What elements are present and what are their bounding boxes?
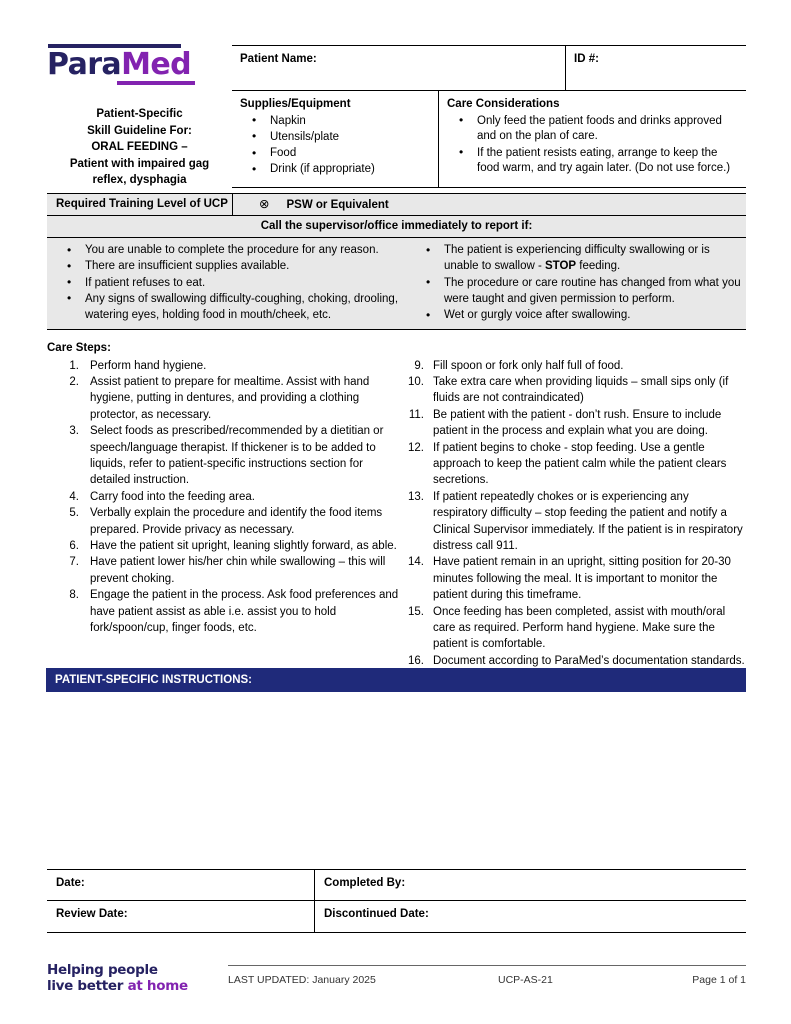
review-date-label: Review Date: [56,908,128,920]
patient-id-label: ID #: [574,53,599,65]
list-item: • Napkin [240,114,434,130]
list-item [400,407,746,440]
title-line-1: Patient-Specific [96,108,183,120]
circled-x-icon: ⊗ [259,197,270,212]
list-item [47,423,399,489]
step-number: 3. [69,425,79,438]
step-text: Perform hand hygiene. [90,359,207,372]
step-text: Document according to ParaMed’s documentation standards. [433,654,745,667]
list-item [400,374,746,407]
paramed-logo [47,44,197,85]
care-considerations-heading: Care Considerations [447,98,560,110]
required-training-label: Required Training Level of UCP [47,194,233,216]
footer-doc-code: UCP-AS-21 [498,974,553,986]
tagline-line-2-purple: at home [127,978,188,994]
footer-divider [228,965,746,966]
care-steps-heading: Care Steps: [47,342,111,354]
banner-label: PATIENT-SPECIFIC INSTRUCTIONS: [55,674,252,686]
list-item [400,604,746,653]
step-text: Once feeding has been completed, assist with mouth/oral care as required. Perform hand hygiene. Make sure the patient is comfortable. [433,605,726,651]
supplies-cell [232,91,439,187]
brand-tagline [47,962,188,994]
list-item: • The procedure or care routine has changed from what you were taught and given permission to perform. [406,275,746,308]
title-line-4: Patient with impaired gag [69,157,210,170]
title-line-5: reflex, dysphagia [92,174,187,186]
list-item [406,242,746,275]
review-date-field[interactable] [47,901,315,932]
step-text: Take extra care when providing liquids – small sips only (if fluids are not contraindicated) [433,375,729,405]
date-label: Date: [56,877,85,889]
list-item: • If patient refuses to eat. [47,275,402,291]
step-text: Have patient remain in an upright, sitting position for 20-30 minutes following the meal. It is important to monitor the patient during this timeframe. [433,556,731,602]
list-item: • Food [240,146,434,162]
discontinued-date-field[interactable] [315,901,746,932]
report-conditions [47,238,746,329]
training-level-label: PSW or Equivalent [286,198,389,211]
step-number: 9. [414,359,424,372]
care-steps-list-left [47,358,399,637]
footer-last-updated: LAST UPDATED: January 2025 [228,974,376,986]
logo-para-text: Para [47,47,122,82]
list-item [400,653,746,669]
step-text: Engage the patient in the process. Ask food preferences and have patient assist as able i.e. assist you to hold fork/spoon/cup, finger foods, etc. [90,589,399,634]
care-considerations-cell [439,91,746,187]
list-item: • You are unable to complete the procedure for any reason. [47,242,402,258]
title-line-2: Skill Guideline For: [87,124,192,137]
list-item: • Any signs of swallowing difficulty-coughing, choking, drooling, watering eyes, holding food in mouth/cheek, etc. [47,291,402,324]
list-item [47,538,399,554]
step-number: 6. [69,539,79,552]
care-steps-list-right [400,358,746,670]
training-and-report-section [47,193,746,330]
stop-emphasis: STOP [545,260,577,273]
step-text: Have the patient sit upright, leaning slightly forward, as able. [90,539,397,552]
step-text: Verbally explain the procedure and identify the food items prepared. Provide privacy as necessary. [90,507,383,536]
list-item: • There are insufficient supplies available. [47,258,402,274]
step-number: 5. [69,507,79,520]
list-item [47,587,399,636]
tagline-line-2-navy: live better [47,978,128,994]
report-right-1-post: feeding. [576,260,621,273]
report-right-1-pre: The patient is experiencing difficulty swallowing or is unable to swallow - [444,244,710,273]
report-list-right [406,242,746,323]
care-steps-column-left [47,358,399,670]
step-text: Fill spoon or fork only half full of food. [433,359,624,372]
step-number: 2. [69,375,79,388]
step-number: 4. [69,490,79,503]
step-number: 14. [408,556,424,569]
completed-by-field[interactable] [315,870,746,900]
care-considerations-list [447,114,740,178]
date-field[interactable] [47,870,315,900]
table-row [47,901,746,932]
list-item [400,440,746,489]
step-number: 13. [408,490,424,503]
training-level-option[interactable] [233,194,746,216]
call-supervisor-heading: Call the supervisor/office immediately to report if: [47,216,746,238]
patient-name-label: Patient Name: [240,53,317,65]
list-item [400,554,746,603]
step-number: 16. [408,654,424,667]
step-number: 12. [408,441,424,454]
list-item [47,358,399,374]
step-text: Be patient with the patient - don’t rush. Ensure to include patient in the process and explain what you are doing. [433,408,722,438]
title-line-3: ORAL FEEDING – [91,141,188,153]
patient-name-field[interactable] [232,46,566,90]
list-item: • Utensils/plate [240,130,434,146]
patient-id-row [232,45,746,91]
supplies-list [240,114,434,179]
completed-by-label: Completed By: [324,877,406,889]
footer [228,974,746,986]
tagline-line-2 [47,978,188,994]
supplies-heading: Supplies/Equipment [240,98,351,110]
step-text: If patient begins to choke - stop feeding. Use a gentle approach to keep the patient calm while the patient clears secretions. [433,441,727,487]
list-item [47,489,399,505]
step-text: Have patient lower his/her chin while swallowing – this will prevent choking. [90,556,386,585]
skill-guideline-title [47,106,232,189]
discontinued-date-label: Discontinued Date: [324,908,429,920]
step-number: 7. [69,556,79,569]
patient-id-field[interactable] [566,46,746,90]
list-item: • Only feed the patient foods and drinks approved and on the plan of care. [447,114,740,146]
table-row [47,870,746,901]
step-number: 11. [408,408,424,421]
step-text: Assist patient to prepare for mealtime. Assist with hand hygiene, putting in dentures, and providing a clothing protector, as necessary. [90,375,370,421]
care-steps-column-right [399,358,746,670]
list-item [400,489,746,555]
list-item: • If the patient resists eating, arrange to keep the food warm, and try again later. (Do not use force.) [447,146,740,178]
patient-info-table [232,45,746,188]
list-item [47,554,399,587]
step-text: If patient repeatedly chokes or is experiencing any respiratory difficulty – stop feeding the patient and notify a Clinical Supervisor immediately. If the patient is in respiratory distress call 911. [433,490,743,552]
step-text: Select foods as prescribed/recommended by a dietitian or speech/language therapist. If thickener is to be added to liquids, refer to patient-specific instructions section for detailed instruction. [90,425,384,487]
list-item [47,505,399,538]
step-number: 1. [69,359,79,372]
report-column-left [47,242,402,323]
care-steps-section [47,341,746,669]
supplies-care-row [232,91,746,188]
signoff-table [47,869,746,933]
report-list-left [47,242,402,323]
tagline-line-1: Helping people [47,962,158,978]
step-number: 8. [69,589,79,602]
step-number: 15. [408,605,424,618]
list-item: • Drink (if appropriate) [240,162,434,178]
care-steps-columns [47,358,746,670]
patient-specific-instructions-banner [46,668,746,692]
required-training-row [47,194,746,216]
step-text: Carry food into the feeding area. [90,490,255,503]
footer-page-number: Page 1 of 1 [692,974,746,986]
list-item: • Wet or gurgly voice after swallowing. [406,307,746,323]
list-item [400,358,746,374]
logo-med-text: Med [121,47,191,82]
logo-wordmark [47,47,197,82]
step-number: 10. [408,375,424,388]
list-item [47,374,399,423]
report-column-right [402,242,746,323]
